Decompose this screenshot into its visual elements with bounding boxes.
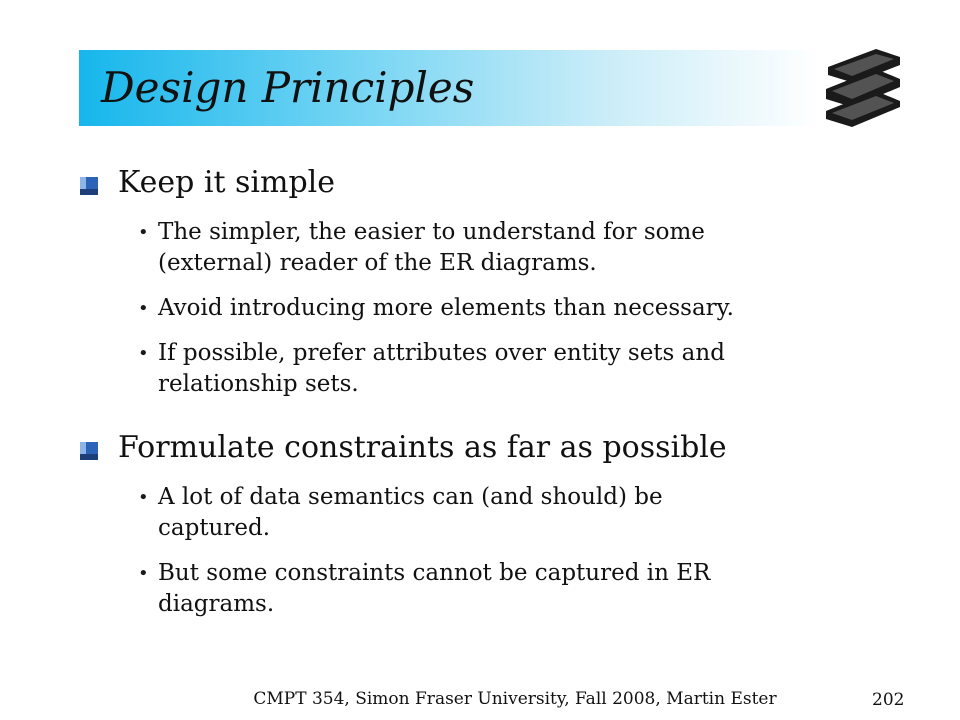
list-item-text: But some constraints cannot be captured in ER bbox=[158, 560, 711, 586]
slide-footer: CMPT 354, Simon Fraser University, Fall 2008, Martin Ester bbox=[253, 689, 777, 709]
section-heading-row bbox=[80, 163, 900, 207]
list-item-text: If possible, prefer attributes over entity sets and bbox=[158, 340, 725, 366]
title-bar bbox=[79, 50, 820, 126]
dot-bullet-icon: • bbox=[138, 563, 149, 584]
list-item bbox=[138, 338, 900, 400]
page-number: 202 bbox=[872, 690, 905, 710]
list-item-text: relationship sets. bbox=[158, 371, 359, 397]
section-keep-it-simple bbox=[80, 163, 900, 400]
dot-bullet-icon: • bbox=[138, 222, 149, 243]
dot-bullet-icon: • bbox=[138, 487, 149, 508]
section-formulate-constraints bbox=[80, 428, 900, 620]
list-item-text: The simpler, the easier to understand for some bbox=[158, 219, 705, 245]
blue-square-bullet-icon bbox=[80, 442, 98, 460]
slide-title: Design Principles bbox=[101, 63, 475, 112]
list-item-text: (external) reader of the ER diagrams. bbox=[158, 250, 597, 276]
database-logo-icon bbox=[822, 45, 904, 129]
list-item bbox=[138, 293, 900, 324]
section-heading-row bbox=[80, 428, 900, 472]
list-item-text: Avoid introducing more elements than necessary. bbox=[158, 295, 734, 321]
list-item bbox=[138, 558, 900, 620]
list-item bbox=[138, 482, 900, 544]
blue-square-bullet-icon bbox=[80, 177, 98, 195]
list-item-text: captured. bbox=[158, 515, 271, 541]
section-heading: Keep it simple bbox=[118, 165, 336, 200]
dot-bullet-icon: • bbox=[138, 343, 149, 364]
section-heading: Formulate constraints as far as possible bbox=[118, 430, 727, 465]
list-item-text: diagrams. bbox=[158, 591, 275, 617]
list-item-text: A lot of data semantics can (and should) be bbox=[158, 484, 663, 510]
dot-bullet-icon: • bbox=[138, 298, 149, 319]
list-item bbox=[138, 217, 900, 279]
